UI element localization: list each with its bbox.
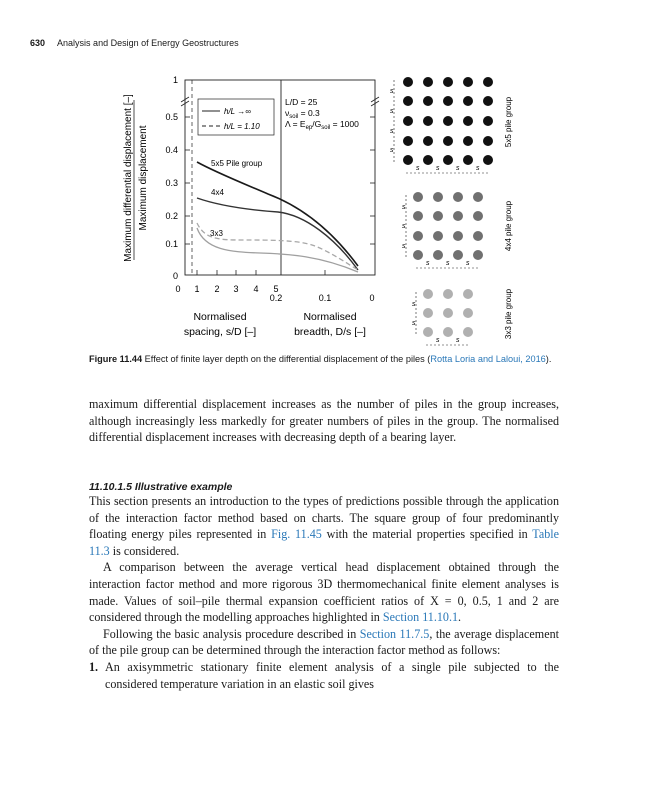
s-label: s xyxy=(456,337,460,344)
x-tick-0-1: 0.1 xyxy=(318,293,332,303)
x-tick-b0: 0 xyxy=(369,293,375,303)
xlabel-spacing-1: Normalised xyxy=(193,311,247,323)
group-label-3x3: 3x3 pile group xyxy=(504,288,513,340)
xlabel-breadth-2: breadth, D/s [–] xyxy=(294,326,366,338)
y-tick-0-4: 0.4 xyxy=(165,145,178,155)
book-title: Analysis and Design of Energy Geostructures xyxy=(57,38,239,48)
s-label: s xyxy=(416,165,420,172)
y-axis-label-bottom: Maximum displacement xyxy=(138,125,149,231)
section-title: 11.10.1.5 Illustrative example xyxy=(89,481,233,493)
figure-11-44 xyxy=(0,0,648,350)
curve-5x5-infinite xyxy=(197,162,358,266)
param-lambda: $\Lambda = E_{ep}/G_{soil} = 1000$ xyxy=(285,119,359,131)
s-label: s xyxy=(476,165,480,172)
xlabel-breadth-1: Normalised xyxy=(303,311,357,323)
y-tick-0: 0 xyxy=(172,271,178,281)
section-body xyxy=(89,493,559,692)
y-axis-label-top: Maximum differential displacement [–] xyxy=(123,94,134,262)
list-item-text: An axisymmetric stationary finite element analysis of a single pile subjected to the considered temperature variation in an elastic soil gives xyxy=(105,659,559,691)
s-label: s xyxy=(412,301,416,308)
figure-caption xyxy=(89,353,559,366)
s-label: s xyxy=(412,320,416,327)
section-11-7-5-link[interactable]: Section 11.7.5 xyxy=(359,626,430,641)
s-label: s xyxy=(436,165,440,172)
page-number: 630 xyxy=(30,38,46,48)
x-tick-2: 2 xyxy=(214,284,220,294)
y-tick-0-1: 0.1 xyxy=(165,239,178,249)
table-11-3-link[interactable]: Table 11.3 xyxy=(89,527,559,558)
group-label-5x5: 5x5 pile group xyxy=(504,96,513,148)
s-label: s xyxy=(426,260,430,267)
section-11-10-1-link[interactable]: Section 11.10.1 xyxy=(382,610,459,625)
caption-label: Figure 11.44 xyxy=(89,354,143,364)
x-tick-3: 3 xyxy=(233,284,239,294)
y-tick-0-5: 0.5 xyxy=(165,112,178,122)
caption-end: ). xyxy=(545,354,552,364)
y-tick-0-2: 0.2 xyxy=(165,211,178,221)
s-label: s xyxy=(390,108,394,115)
x-tick-5: 5 xyxy=(273,284,279,294)
list-item-number: 1. xyxy=(89,659,99,674)
s-label: s xyxy=(402,243,406,250)
paragraph-4-text-a: Following the basic analysis procedure described in xyxy=(103,626,360,641)
s-label: s xyxy=(402,223,406,230)
paragraph-4-text-b: , the average displacement of the pile group can be determined through the interaction factor method as follows: xyxy=(89,626,559,658)
paragraph-1 xyxy=(89,396,559,446)
group-label-4x4: 4x4 pile group xyxy=(504,200,513,252)
fig-11-45-link[interactable]: Fig. 11.45 xyxy=(271,527,322,542)
caption-text: Effect of finite layer depth on the differential displacement of the piles ( xyxy=(142,354,431,364)
x-tick-0-2: 0.2 xyxy=(269,293,283,303)
s-label: s xyxy=(436,337,440,344)
s-label: s xyxy=(446,260,450,267)
paragraph-2-text-a: This section presents an introduction to the types of predictions possible through the application of the interaction factor method based on charts. The square group of four predominantly floating energy piles represented in xyxy=(89,494,559,542)
curve-label-3x3: 3x3 xyxy=(210,229,223,238)
x-tick-1: 1 xyxy=(194,284,200,294)
x-tick-4: 4 xyxy=(253,284,259,294)
paragraph-4 xyxy=(89,626,559,659)
xlabel-spacing-2: spacing, s/D [–] xyxy=(183,326,257,338)
curve-label-4x4: 4x4 xyxy=(211,188,224,197)
paragraph-2-text-b: with the material properties specified in xyxy=(321,527,533,542)
param-nu: $\nu_{soil} = 0.3$ xyxy=(285,108,320,120)
s-label: s xyxy=(456,165,460,172)
paragraph-3-text-a: A comparison between the average vertical head displacement obtained through the interaction factor method and more rigorous 3D thermomechanical finite element analyses is made. Values of soil–pile thermal expansion coefficient ratios of X = 0, 0.5, 1 and 2 are considered through the modelling approaches highlighted in xyxy=(89,560,559,625)
legend-dashed-label: h/L = 1.10 xyxy=(224,122,260,131)
pile-group-5x5 xyxy=(403,77,493,165)
s-label: s xyxy=(390,147,394,154)
y-tick-0-3: 0.3 xyxy=(165,178,178,188)
pile-group-3x3 xyxy=(423,289,473,337)
s-label: s xyxy=(402,204,406,211)
legend-solid-label: h/L →∞ xyxy=(224,107,251,116)
param-ld: L/D = 25 xyxy=(285,97,318,107)
paragraph-1-text: maximum differential displacement increases as the number of piles in the group increases, although increasingly less markedly for greater numbers of piles in the group. The normalised differential displacement increases with decreasing depth of a bearing layer. xyxy=(89,397,559,445)
pile-group-4x4 xyxy=(413,192,483,260)
paragraph-3-text-b: . xyxy=(458,610,462,625)
s-label: s xyxy=(390,128,394,135)
paragraph-3 xyxy=(89,559,559,625)
x-tick-0: 0 xyxy=(175,284,181,294)
caption-reference-link[interactable]: Rotta Loria and Laloui, 2016 xyxy=(430,354,546,364)
paragraph-2 xyxy=(89,493,559,559)
y-tick-1: 1 xyxy=(172,75,178,85)
s-label: s xyxy=(390,88,394,95)
paragraph-2-text-c: is considered. xyxy=(109,543,180,558)
s-label: s xyxy=(466,260,470,267)
list-item xyxy=(89,659,559,692)
curve-label-5x5: 5x5 Pile group xyxy=(211,159,263,168)
